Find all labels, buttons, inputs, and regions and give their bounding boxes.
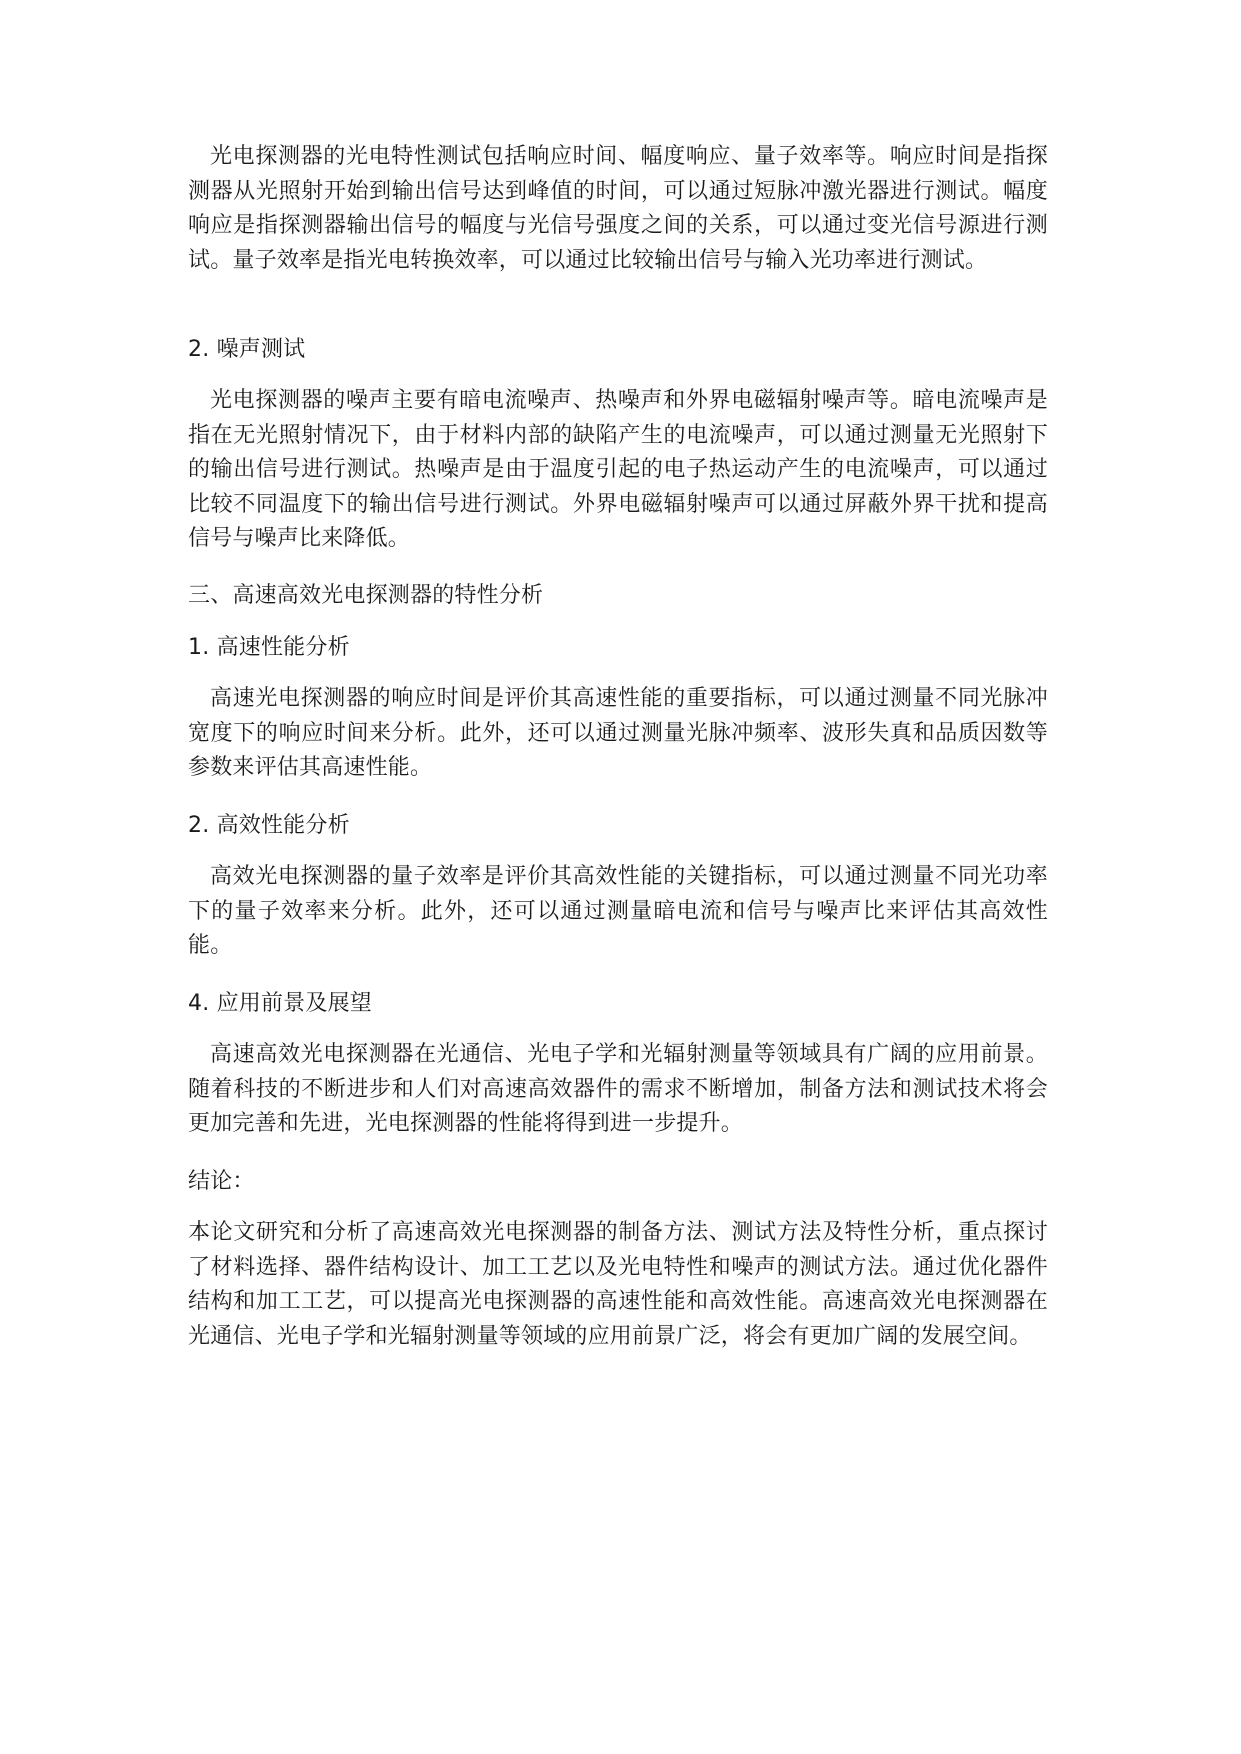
paragraph-photoelectric-test: 光电探测器的光电特性测试包括响应时间、幅度响应、量子效率等。响应时间是指探测器从光照射开始到输出信号达到峰值的时间，可以通过短脉冲激光器进行测试。幅度响应是指探测器输出信号的幅度与光信号强度之间的关系，可以通过变光信号源进行测试。量子效率是指光电转换效率，可以通过比较输出信号与输入光功率进行测试。 [188, 144, 1048, 273]
paragraph-high-speed-analysis: 高速光电探测器的响应时间是评价其高速性能的重要指标，可以通过测量不同光脉冲宽度下的响应时间来分析。此外，还可以通过测量光脉冲频率、波形失真和品质因数等参数来评估其高速性能。 [188, 686, 1048, 780]
heading-high-efficiency-analysis: 2. 高效性能分析 [188, 813, 350, 838]
heading-application-prospects: 4. 应用前景及展望 [188, 991, 372, 1016]
heading-characteristic-analysis: 三、高速高效光电探测器的特性分析 [188, 583, 544, 608]
heading-conclusion: 结论： [188, 1169, 255, 1194]
paragraph-high-efficiency-analysis: 高效光电探测器的量子效率是评价其高效性能的关键指标，可以通过测量不同光功率下的量子效率来分析。此外，还可以通过测量暗电流和信号与噪声比来评估其高效性能。 [188, 864, 1048, 958]
heading-high-speed-analysis: 1. 高速性能分析 [188, 635, 350, 660]
heading-noise-test: 2. 噪声测试 [188, 337, 306, 362]
paragraph-application-prospects: 高速高效光电探测器在光通信、光电子学和光辐射测量等领域具有广阔的应用前景。随着科技的不断进步和人们对高速高效器件的需求不断增加，制备方法和测试技术将会更加完善和先进，光电探测器的性能将得到进一步提升。 [188, 1042, 1048, 1136]
paragraph-conclusion: 本论文研究和分析了高速高效光电探测器的制备方法、测试方法及特性分析，重点探讨了材料选择、器件结构设计、加工工艺以及光电特性和噪声的测试方法。通过优化器件结构和加工工艺，可以提高光电探测器的高速性能和高效性能。高速高效光电探测器在光通信、光电子学和光辐射测量等领域的应用前景广泛，将会有更加广阔的发展空间。 [188, 1220, 1048, 1349]
paragraph-noise-test: 光电探测器的噪声主要有暗电流噪声、热噪声和外界电磁辐射噪声等。暗电流噪声是指在无光照射情况下，由于材料内部的缺陷产生的电流噪声，可以通过测量无光照射下的输出信号进行测试。热噪声是由于温度引起的电子热运动产生的电流噪声，可以通过比较不同温度下的输出信号进行测试。外界电磁辐射噪声可以通过屏蔽外界干扰和提高信号与噪声比来降低。 [188, 388, 1048, 551]
